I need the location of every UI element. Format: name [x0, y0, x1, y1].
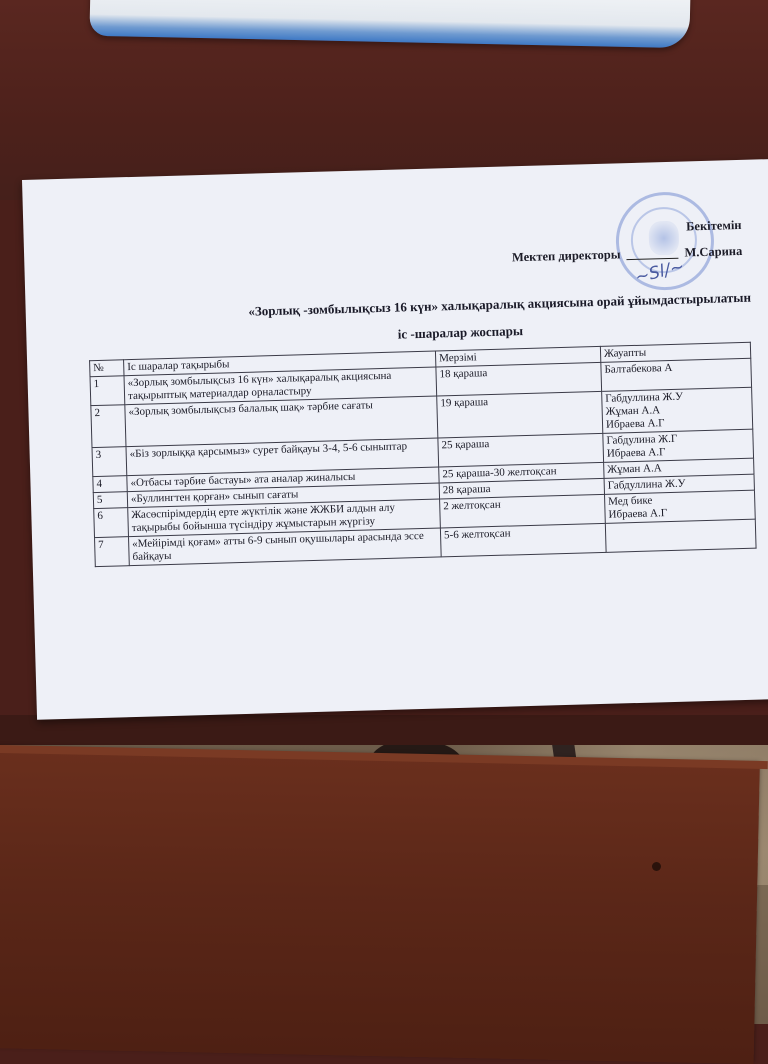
cell-number: 3	[92, 447, 127, 477]
header-topic: Іс шаралар тақырыбы	[124, 351, 436, 376]
cell-responsible	[605, 490, 756, 523]
cell-topic: «Мейірімді қоғам» атты 6-9 сынып оқушылары арасында эссе байқауы	[129, 528, 442, 566]
responsible-person: Мед бике	[608, 494, 653, 508]
cell-responsible	[602, 387, 753, 433]
cell-responsible	[601, 358, 752, 391]
responsible-person: Габдуллина Ж.У	[607, 477, 686, 492]
signature-icon: ~Sl/~	[633, 256, 687, 288]
document-subtitle: іс -шаралар жоспары	[397, 323, 524, 342]
cell-date: 2 желтоқсан	[440, 494, 606, 528]
cell-date: 25 қараша-30 желтоқсан	[439, 462, 604, 483]
desk-front	[0, 748, 760, 1064]
cell-number: 1	[90, 376, 125, 406]
director-line	[512, 238, 743, 270]
header-date: Мерзімі	[435, 346, 600, 367]
responsible-person: Габдуллина Ж.У	[605, 390, 684, 405]
cell-number: 6	[94, 508, 129, 538]
responsible-person: Балтабекова А	[604, 361, 673, 376]
cell-number: 5	[93, 492, 127, 509]
desk-screw	[652, 862, 661, 871]
cell-date: 19 қараша	[437, 391, 603, 438]
cell-topic: «Біз зорлыққа қарсымыз» сурет байқауы 3-4, 5-6 сыныптар	[126, 438, 439, 476]
cell-responsible	[603, 429, 754, 462]
responsible-person: Жұман А.А	[605, 404, 661, 418]
cell-topic: Жасөспірімдердің ерте жүктілік және ЖЖБИ алдын алу тақырыбы бойынша түсіндіру жұмыстарын жүргізу	[128, 499, 441, 537]
document-page	[22, 159, 768, 720]
cell-number: 2	[91, 405, 126, 448]
cell-responsible	[605, 519, 756, 552]
responsible-person: Ибраева А.Г	[605, 417, 665, 431]
director-name: М.Сарина	[684, 243, 743, 260]
signature-line	[627, 258, 679, 260]
cell-date: 25 қараша	[438, 433, 604, 467]
cell-topic: «Отбасы тәрбие бастауы» ата аналар жиналысы	[127, 467, 439, 492]
desk-shadow	[0, 715, 768, 745]
document-title: «Зорлық -зомбылықсыз 16 күн» халықаралық акциясына орай ұйымдастырылатын	[248, 289, 752, 319]
responsible-person: Жұман А.А	[607, 462, 662, 476]
header-responsible: Жауапты	[600, 342, 750, 362]
cell-topic: «Зорлық зомбылықсыз балалық шақ» тәрбие сағаты	[125, 396, 438, 447]
header-number: №	[90, 360, 124, 377]
cell-number: 4	[93, 476, 127, 493]
responsible-person: Габдулина Ж.Г	[606, 432, 678, 447]
approval-block	[511, 212, 743, 270]
responsible-person: Ибраева А.Г	[608, 507, 668, 521]
cell-topic: «Буллингтен қорған» сынып сағаты	[127, 483, 439, 508]
director-label: Мектеп директоры	[511, 247, 621, 265]
responsible-person: Ибраева А.Г	[606, 446, 666, 460]
cell-topic: «Зорлық зомбылықсыз 16 күн» халықаралық акциясына тақырыптық материалдар орналастыру	[124, 367, 437, 405]
cell-date: 28 қараша	[439, 478, 604, 499]
cell-date: 18 қараша	[436, 362, 602, 396]
cell-number: 7	[95, 537, 130, 567]
events-table	[89, 342, 757, 567]
cell-date: 5-6 желтоқсан	[440, 523, 606, 557]
approval-label: Бекітемін	[685, 217, 742, 234]
